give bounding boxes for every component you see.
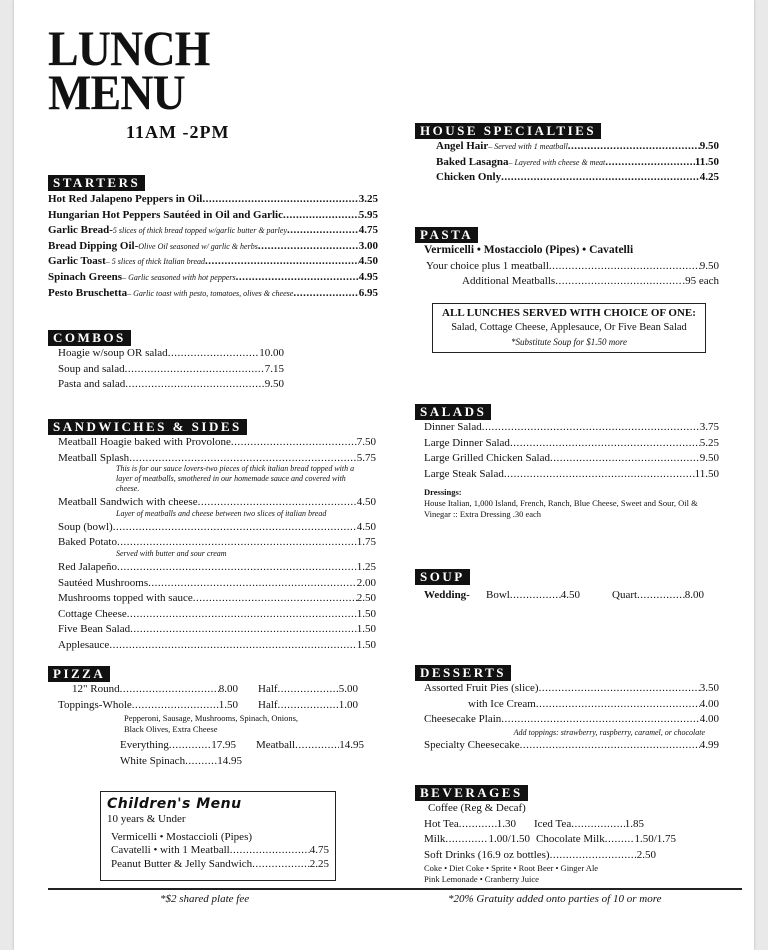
- item-name: Pasta and salad: [58, 378, 126, 391]
- soup-heading: SOUP: [415, 569, 470, 585]
- salad-dressings: Dressings: House Italian, 1,000 Island, French, Ranch, Blue Cheese, Sweet and Sour, Oil & Vinegar :: Extra Dressing .30 each: [424, 487, 698, 519]
- item-description: – Garlic toast with pesto, tomatoes, olives & cheese: [127, 288, 294, 298]
- item-name: Chicken Only: [436, 171, 502, 184]
- item-name: Pesto Bruschetta: [48, 286, 128, 299]
- item-description: – 5 slices of thick Italian bread: [105, 257, 206, 267]
- dot-leader: [148, 576, 357, 592]
- item-price: 5.25: [699, 436, 719, 449]
- combos-list: [58, 346, 284, 393]
- item-price: 7.50: [356, 436, 376, 448]
- beverages-heading: BEVERAGES: [415, 785, 528, 801]
- dot-leader: [283, 208, 359, 224]
- sandwich-row: [58, 520, 376, 536]
- childrens-menu-box: [100, 791, 336, 881]
- item-name: Meatball Splash: [58, 451, 130, 464]
- beverage-soft-list-2: Pink Lemonade • Cranberry Juice: [424, 874, 539, 885]
- dot-leader: [510, 436, 700, 452]
- pasta-list: [424, 243, 719, 290]
- pizza-white-row: White Spinach ..... 14.95: [58, 754, 374, 770]
- soup-list: [424, 588, 714, 604]
- dot-leader: [127, 607, 357, 623]
- sandwich-note: Layer of meatballs and cheese between two slices of italian bread: [116, 508, 327, 518]
- item-name: Large Dinner Salad: [424, 436, 510, 449]
- item-description: – Layered with cheese & meat: [508, 157, 606, 167]
- starter-row: [48, 192, 378, 208]
- item-name: Soup (bowl): [58, 520, 113, 533]
- item-price: 4.50: [356, 520, 376, 533]
- item-price: 2.50: [356, 592, 376, 605]
- pasta-choice-row: Your choice plus 1 meatball ..... 9.50: [424, 259, 719, 275]
- item-price: 5.75: [356, 451, 376, 464]
- pizza-round-row: 12" Round ..... 8.00 Half ..... 5.00: [58, 682, 374, 698]
- sandwich-row: [58, 591, 376, 607]
- item-name: Garlic Bread-: [48, 224, 113, 237]
- lunch-sides-box: ALL LUNCHES SERVED WITH CHOICE OF ONE: Salad, Cottage Cheese, Applesauce, Or Five Bean Salad *Substitute Soup for $1.50 more: [432, 303, 706, 353]
- pasta-heading: PASTA: [415, 227, 478, 243]
- dessert-specialty-row: Specialty Cheesecake ..... 4.99: [424, 738, 719, 754]
- item-name: Large Steak Salad: [424, 467, 504, 480]
- item-price: 4.75: [358, 224, 378, 237]
- childrens-pasta-line1: Vermicelli • Mostaccioli (Pipes): [111, 831, 253, 843]
- pasta-extra-row: Additional Meatballs ..... .95 each: [424, 274, 719, 290]
- dot-leader: [130, 622, 357, 638]
- item-price: 4.95: [358, 270, 378, 283]
- dot-leader: [550, 451, 700, 467]
- footer-rule: [48, 888, 742, 890]
- menu-title: LUNCH MENU: [48, 20, 210, 120]
- childrens-pbj-row: Peanut Butter & Jelly Sandwich ..... 2.25: [107, 857, 329, 872]
- item-price: 4.50: [358, 255, 378, 268]
- dot-leader: [568, 139, 700, 155]
- sandwich-row: [58, 435, 376, 451]
- sandwich-note: This is for our sauce lovers-two pieces of thick italian bread topped with a layer of meatballs, smothered in our homemade sauce and covered with cheese.: [116, 464, 355, 494]
- sandwich-row: [58, 607, 376, 623]
- item-name: Garlic Toast: [48, 255, 106, 268]
- item-price: 10.00: [259, 347, 284, 359]
- item-price: 9.50: [699, 140, 719, 152]
- item-name: Baked Potato: [58, 536, 117, 549]
- house-specialties-list: [424, 139, 719, 186]
- dot-leader: [287, 223, 359, 239]
- childrens-age: 10 years & Under: [107, 813, 186, 825]
- soup-wedding-row: Wedding- Bowl ..... 4.50 Quart ..... 8.00: [424, 588, 714, 604]
- item-price: 11.50: [694, 155, 719, 168]
- dessert-toppings-note: Add toppings: strawberry, raspberry, caramel, or chocolate: [513, 727, 705, 737]
- dot-leader: [605, 155, 695, 171]
- beverages-list: [424, 801, 704, 885]
- dot-leader: [202, 192, 358, 208]
- childrens-pasta-line2: Cavatelli • with 1 Meatball ..... 4.75: [107, 844, 329, 857]
- dot-leader: [205, 254, 359, 270]
- item-name: Meatball Hoagie baked with Provolone: [58, 436, 231, 448]
- dot-leader: [236, 270, 359, 286]
- starter-row: [48, 254, 378, 270]
- item-description: 5 slices of thick bread topped w/garlic butter & parley: [112, 226, 287, 236]
- sandwich-note: Served with butter and sour cream: [116, 548, 227, 558]
- item-price: 4.50: [356, 496, 376, 509]
- item-name: Sautéed Mushrooms: [58, 576, 149, 589]
- combo-row: [58, 377, 284, 393]
- item-price: 7.15: [264, 362, 284, 375]
- dot-leader: [293, 286, 358, 302]
- item-name: Hungarian Hot Peppers Sautéed in Oil and Garlic: [48, 208, 283, 221]
- dot-leader: [125, 377, 265, 393]
- item-name: Red Jalapeño: [58, 560, 117, 573]
- item-price: 3.00: [358, 239, 378, 252]
- item-price: 1.75: [356, 536, 376, 549]
- salads-heading: SALADS: [415, 404, 491, 420]
- item-name: Dinner Salad: [424, 421, 482, 433]
- footer-plate-fee: *$2 shared plate fee: [160, 893, 250, 905]
- pasta-types: Vermicelli • Mostacciolo (Pipes) • Cavatelli: [424, 244, 634, 256]
- salad-row: [424, 451, 719, 467]
- starter-row: [48, 223, 378, 239]
- sandwich-row: [58, 638, 376, 654]
- dot-leader: [193, 591, 357, 607]
- salads-list: [424, 420, 719, 482]
- item-price: 1.50: [356, 607, 376, 620]
- starter-row: [48, 208, 378, 224]
- dot-leader: [501, 170, 700, 186]
- sandwich-row: [58, 622, 376, 638]
- desserts-list: [424, 681, 719, 753]
- starters-list: [48, 192, 378, 301]
- footer-gratuity: *20% Gratuity added onto parties of 10 or more: [448, 893, 662, 905]
- starters-heading: STARTERS: [48, 175, 145, 191]
- dot-leader: [168, 346, 260, 362]
- item-name: Hot Red Jalapeno Peppers in Oil: [48, 193, 203, 205]
- house-specialties-heading: HOUSE SPECIALTIES: [415, 123, 601, 139]
- starter-row: [48, 286, 378, 302]
- dessert-cheesecake-row: Cheesecake Plain ..... 4.00: [424, 712, 719, 728]
- item-price: 1.50: [356, 623, 376, 636]
- combo-row: [58, 346, 284, 362]
- item-name: Large Grilled Chicken Salad: [424, 452, 550, 465]
- item-price: 2.00: [356, 576, 376, 589]
- starter-row: [48, 270, 378, 286]
- salad-row: [424, 467, 719, 483]
- pizza-toppings-row: Toppings-Whole ..... 1.50 Half ..... 1.00: [58, 698, 374, 714]
- item-price: 5.95: [358, 208, 378, 221]
- house-row: [424, 170, 719, 186]
- dot-leader: [109, 638, 356, 654]
- item-price: 11.50: [694, 467, 719, 480]
- item-name: Cottage Cheese: [58, 607, 127, 620]
- menu-hours: 11AM -2PM: [126, 122, 230, 142]
- dot-leader: [258, 239, 359, 255]
- desserts-heading: DESSERTS: [415, 665, 511, 681]
- pizza-toppings-list: Pepperoni, Sausage, Mushrooms, Spinach, Onions, Black Olives, Extra Cheese: [124, 713, 299, 735]
- beverage-tea-row: Hot Tea ..... 1.30 Iced Tea ..... 1.85: [424, 817, 704, 833]
- salad-row: [424, 436, 719, 452]
- childrens-menu-title: Children's Menu: [107, 796, 242, 812]
- item-name: Five Bean Salad: [58, 623, 131, 636]
- dessert-icecream-row: with Ice Cream ..... 4.00: [424, 697, 719, 713]
- item-name: Spinach Greens: [48, 270, 123, 283]
- dot-leader: [231, 435, 357, 451]
- dot-leader: [482, 420, 700, 436]
- item-price: 4.25: [699, 171, 719, 184]
- dot-leader: [113, 520, 357, 536]
- item-price: 6.95: [358, 286, 378, 299]
- beverage-coffee: Coffee (Reg & Decaf): [428, 802, 526, 814]
- menu-page: [14, 0, 754, 950]
- pizza-list: [58, 682, 374, 769]
- item-description: – Garlic seasoned with hot peppers: [122, 272, 236, 282]
- item-name: Mushrooms topped with sauce: [58, 592, 193, 605]
- item-name: Bread Dipping Oil-: [48, 239, 139, 252]
- beverage-soft-row: Soft Drinks (16.9 oz bottles) ..... 2.50: [424, 848, 656, 864]
- sandwich-row: [58, 576, 376, 592]
- item-price: 3.75: [699, 421, 719, 433]
- item-name: Meatball Sandwich with cheese: [58, 496, 198, 509]
- dessert-fruit-row: Assorted Fruit Pies (slice) ..... 3.50: [424, 681, 719, 697]
- item-price: 9.50: [264, 378, 284, 391]
- beverage-milk-row: Milk ..... 1.00/1.50 Chocolate Milk ..... 1.50/1.75: [424, 832, 704, 848]
- beverage-soft-list-1: Coke • Diet Coke • Sprite • Root Beer • Ginger Ale: [424, 863, 599, 874]
- item-name: Applesauce: [58, 638, 110, 651]
- item-name: Hoagie w/soup OR salad: [58, 347, 168, 359]
- pizza-heading: PIZZA: [48, 666, 110, 682]
- sandwich-row: [58, 560, 376, 576]
- item-description: – Served with 1 meatball: [488, 142, 568, 151]
- item-price: 1.25: [356, 560, 376, 573]
- item-description: Olive Oil seasoned w/ garlic & herbs: [138, 241, 258, 251]
- house-row: [424, 139, 719, 155]
- dot-leader: [504, 467, 695, 483]
- starter-row: [48, 239, 378, 255]
- dot-leader: [125, 362, 265, 378]
- item-price: 9.50: [699, 452, 719, 465]
- combos-heading: COMBOS: [48, 330, 131, 346]
- salad-row: [424, 420, 719, 436]
- house-row: [424, 155, 719, 171]
- item-name: Baked Lasagna: [436, 155, 509, 168]
- combo-row: [58, 362, 284, 378]
- item-name: Angel Hair: [436, 140, 489, 152]
- item-price: 1.50: [356, 638, 376, 651]
- item-price: 3.25: [358, 193, 378, 205]
- sandwiches-heading: SANDWICHES & SIDES: [48, 419, 247, 435]
- pizza-everything-row: Everything ..... 17.95 Meatball ..... 14.95: [58, 738, 374, 754]
- dot-leader: [117, 560, 357, 576]
- sandwiches-list: [58, 435, 376, 654]
- item-name: Soup and salad: [58, 362, 125, 375]
